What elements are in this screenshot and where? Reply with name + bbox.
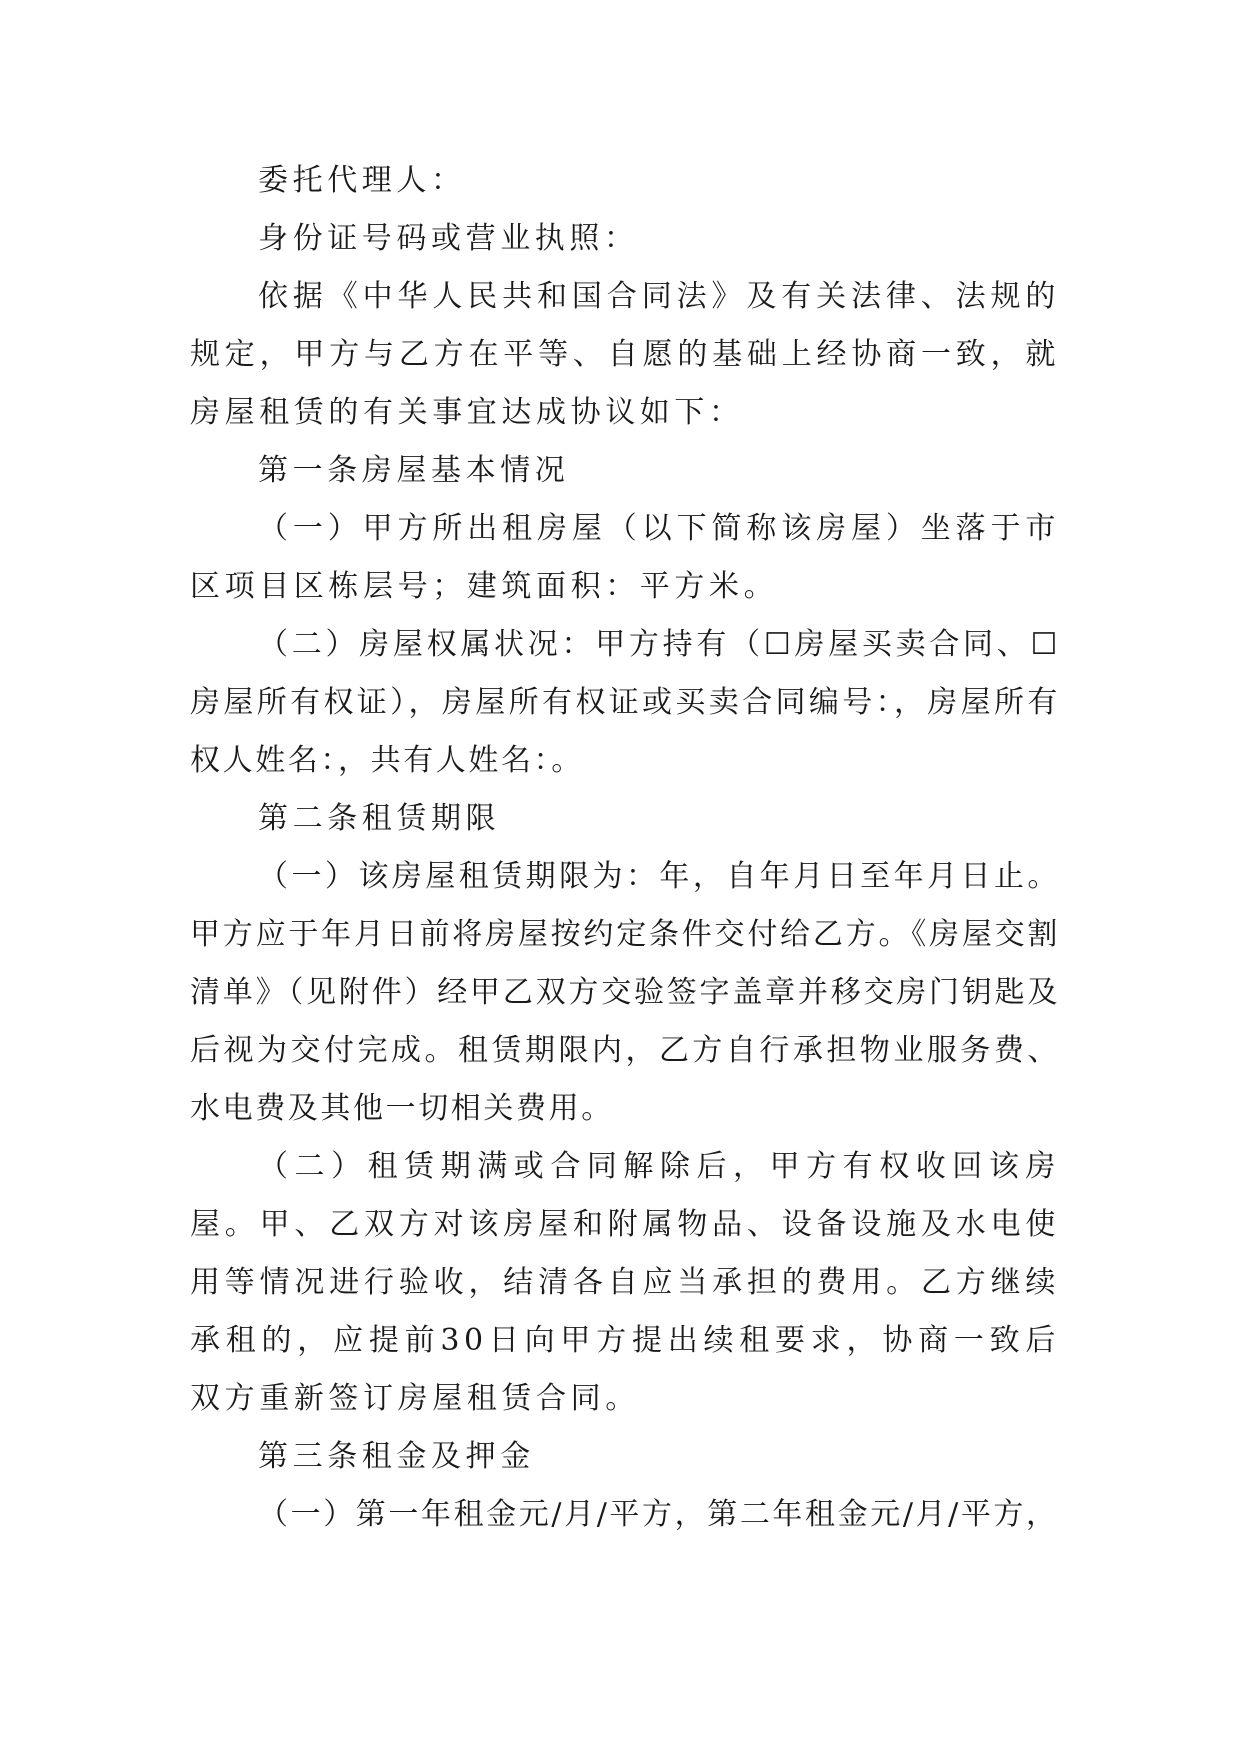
paragraph-agent: 委托代理人： (258, 163, 466, 198)
article-2-heading: 第二条租赁期限 (258, 801, 501, 836)
article-3-clause-1: （一）第一年租金元/月/平方，第二年租金元/月/平方， (258, 1497, 1059, 1532)
article-1-clause-1: （一）甲方所出租房屋（以下简称该房屋）坐落于市区项目区栋层号；建筑面积：平方米。 (190, 511, 1060, 604)
article-2-clause-1: （一）该房屋租赁期限为：年，自年月日至年月日止。甲方应于年月日前将房屋按约定条件交付给乙方。《房屋交割清单》（见附件）经甲乙双方交验签字盖章并移交房门钥匙及后视为交付完成。租赁期限内，乙方自行承担物业服务费、水电费及其他一切相关费用。 (190, 859, 1060, 1126)
paragraph-preamble: 依据《中华人民共和国合同法》及有关法律、法规的规定，甲方与乙方在平等、自愿的基础上经协商一致，就房屋租赁的有关事宜达成协议如下： (190, 279, 1060, 430)
article-3-heading: 第三条租金及押金 (258, 1439, 535, 1474)
document-body (190, 152, 1060, 1544)
article-1-clause-2: （二）房屋权属状况：甲方持有（☐房屋买卖合同、☐房屋所有权证），房屋所有权证或买卖合同编号：，房屋所有权人姓名：，共有人姓名：。 (190, 627, 1060, 778)
article-2-clause-2: （二）租赁期满或合同解除后，甲方有权收回该房屋。甲、乙双方对该房屋和附属物品、设备设施及水电使用等情况进行验收，结清各自应当承担的费用。乙方继续承租的，应提前30日向甲方提出续租要求，协商一致后双方重新签订房屋租赁合同。 (190, 1149, 1060, 1416)
article-1-heading: 第一条房屋基本情况 (258, 453, 570, 488)
paragraph-id-number: 身份证号码或营业执照： (258, 221, 639, 256)
